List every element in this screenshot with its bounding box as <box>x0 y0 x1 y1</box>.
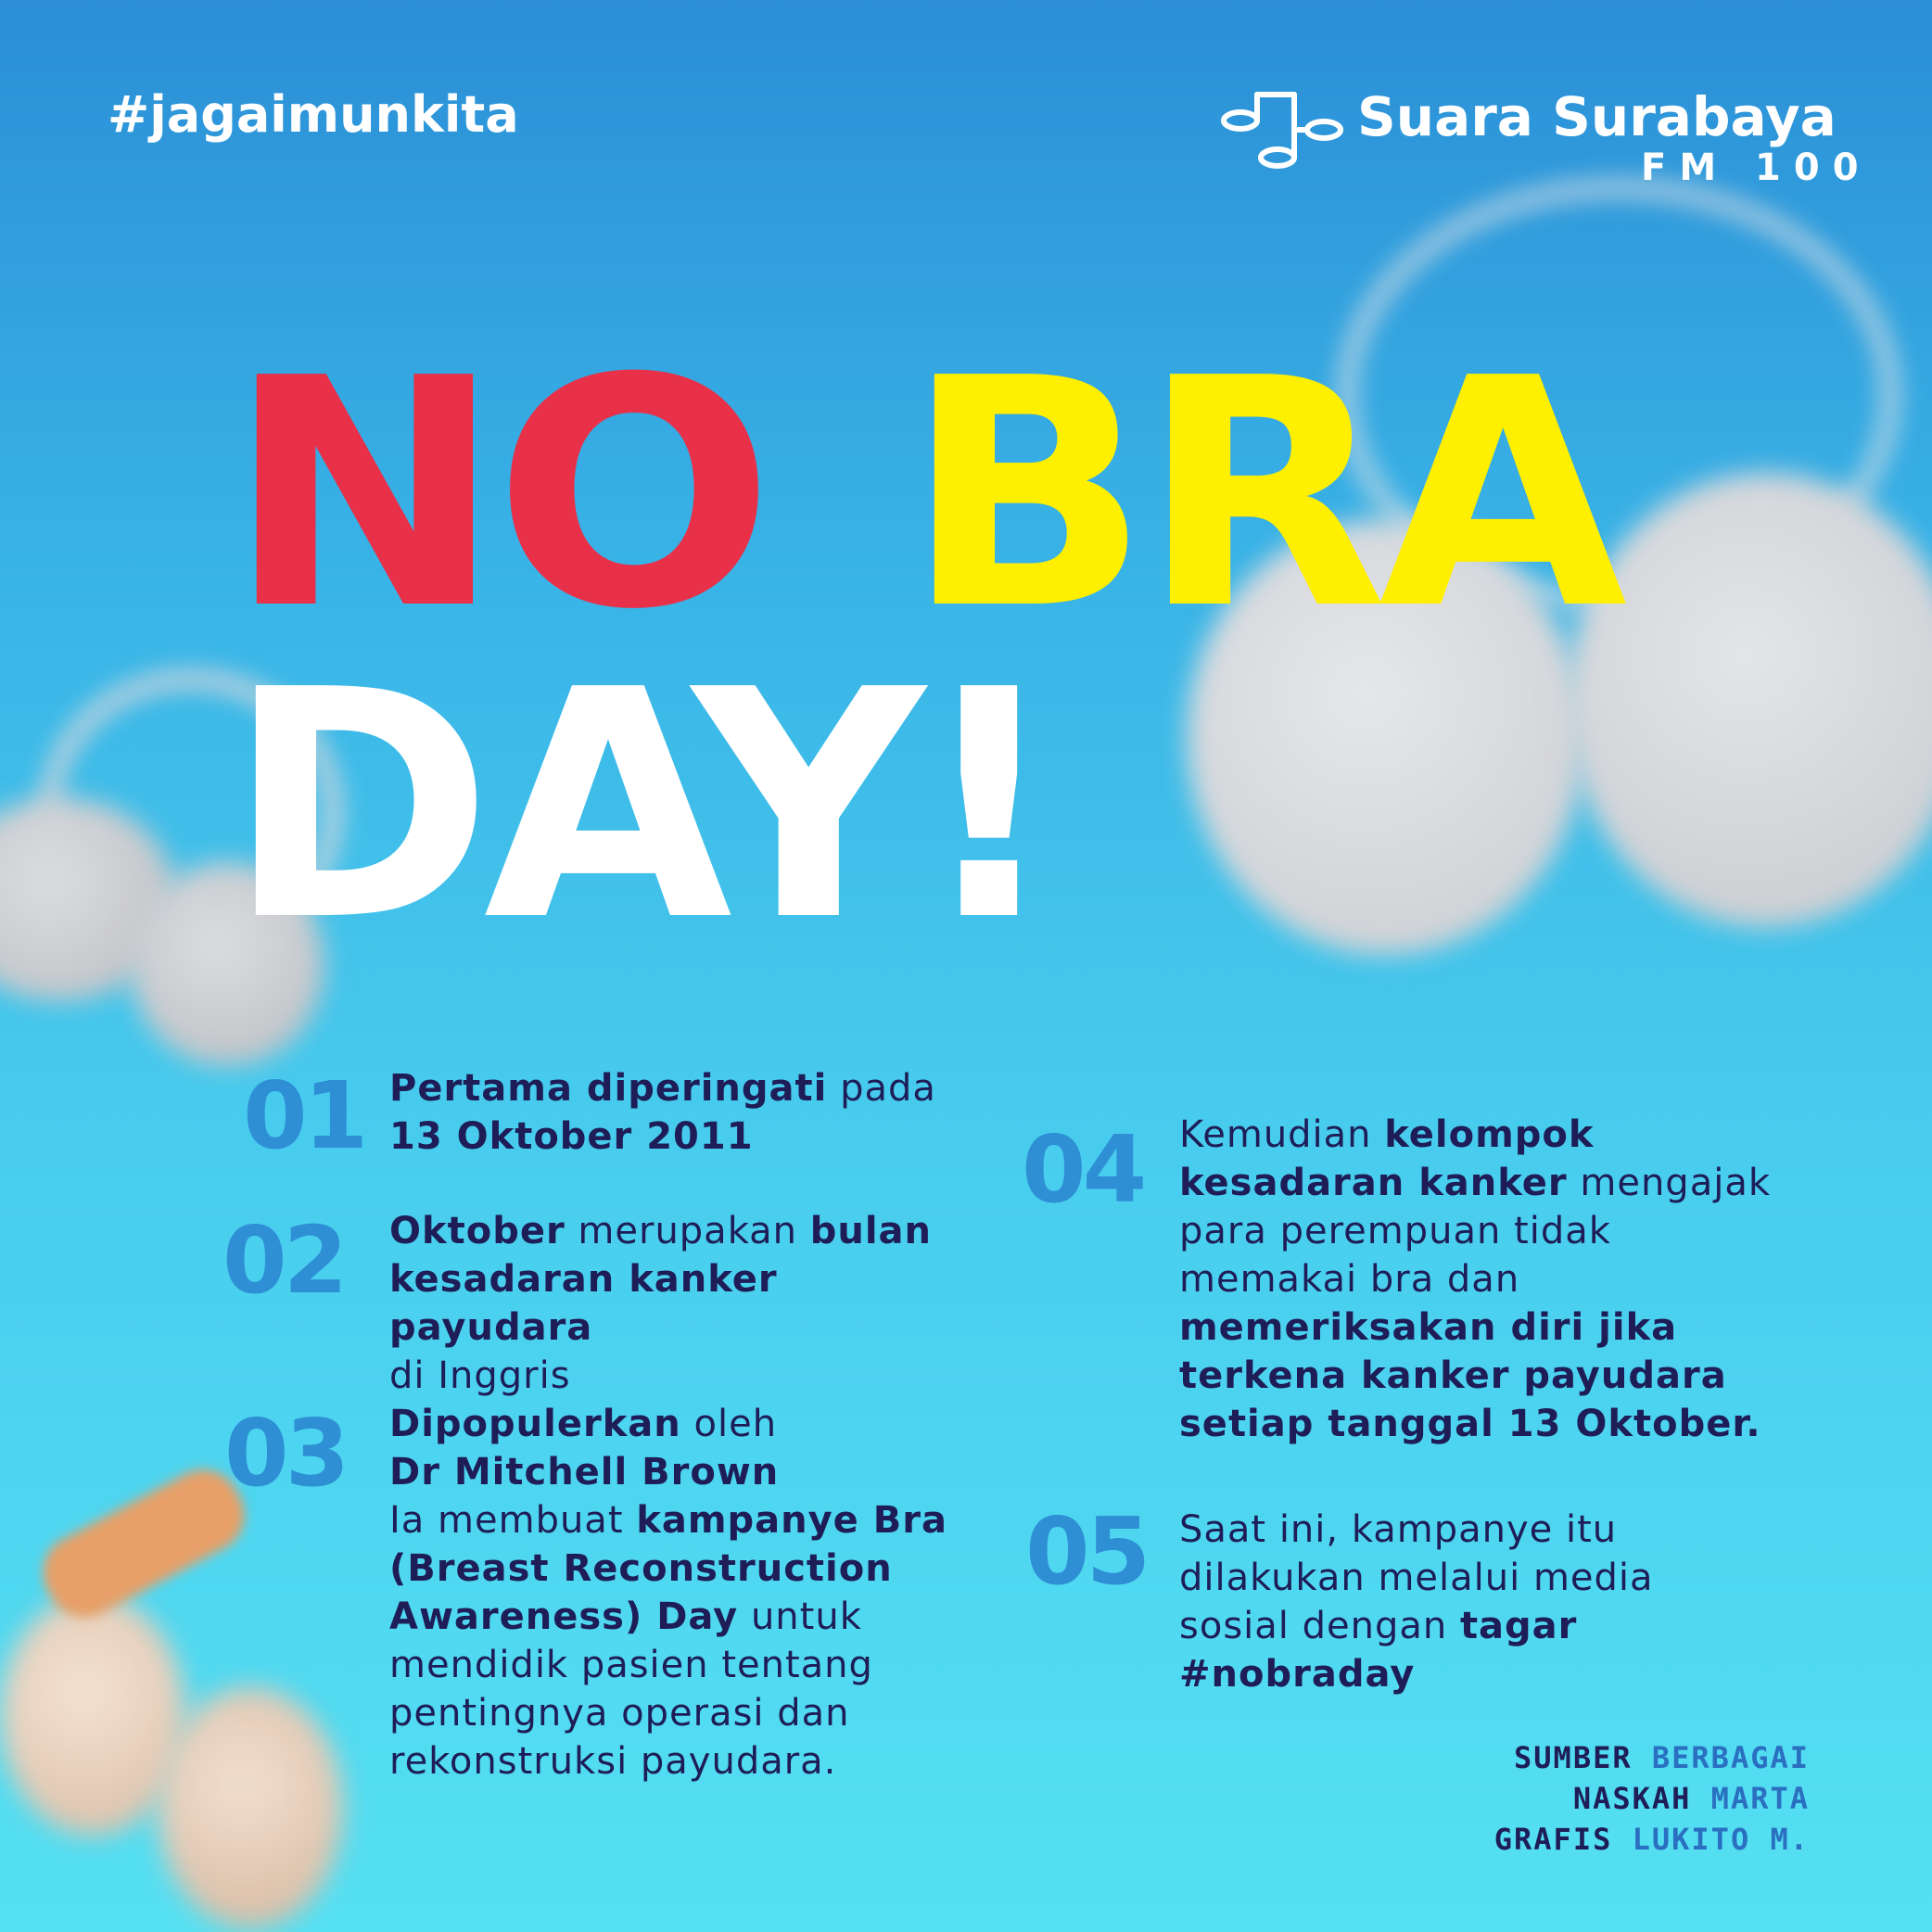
item-text: mengajak <box>1567 1162 1771 1204</box>
item-text: Ia membuat <box>389 1499 637 1542</box>
item-text-bold: kesadaran kanker payudara <box>389 1258 778 1349</box>
credit-line: GRAFIS LUKITO M. <box>1493 1822 1810 1857</box>
item-text-bold: tagar <box>1459 1605 1578 1647</box>
bg-hand <box>30 1456 257 1630</box>
credit-line: NASKAH MARTA <box>1572 1781 1810 1816</box>
item-text: di Inggris <box>389 1354 571 1397</box>
title-word-day: DAY! <box>226 623 1053 990</box>
item-text: mendidik pasien tentang <box>389 1644 873 1686</box>
item-text-bold: bulan <box>809 1210 933 1252</box>
item-text-bold: #nobraday <box>1179 1653 1416 1696</box>
hashtag: #jagaimunkita <box>108 85 519 144</box>
list-item <box>389 1207 983 1400</box>
brand-frequency: FM 100 <box>1641 146 1872 189</box>
item-text: memakai bra dan <box>1179 1258 1520 1301</box>
item-number: 05 <box>1025 1497 1148 1606</box>
item-text-bold: memeriksakan diri jika <box>1179 1306 1678 1349</box>
item-text-bold: Pertama diperingati <box>389 1067 828 1110</box>
item-number: 04 <box>1022 1115 1144 1224</box>
brand-name: Suara Surabaya <box>1357 85 1837 148</box>
item-text-bold: 13 Oktober 2011 <box>389 1115 754 1158</box>
item-text: Kemudian <box>1179 1113 1385 1156</box>
list-item <box>1179 1506 1828 1698</box>
item-text: para perempuan tidak <box>1179 1210 1611 1252</box>
item-number: 03 <box>224 1399 347 1507</box>
item-number: 01 <box>243 1061 365 1170</box>
item-text-bold: Dr Mitchell Brown <box>389 1451 780 1493</box>
item-text-bold: (Breast Reconstruction <box>389 1547 893 1590</box>
item-text: rekonstruksi payudara. <box>389 1740 837 1783</box>
item-text-bold: kelompok <box>1384 1113 1595 1156</box>
title-word-no: NO <box>226 311 766 679</box>
music-notes-logo-icon <box>1220 89 1346 174</box>
item-text: pada <box>827 1067 936 1110</box>
credit-line: SUMBER BERBAGAI <box>1514 1740 1810 1775</box>
item-text-bold: Dipopulerkan <box>389 1403 681 1445</box>
bg-bra-cup-bottom-2 <box>158 1687 343 1928</box>
item-text-bold: terkena kanker payudara <box>1179 1354 1727 1397</box>
item-text: merupakan <box>565 1210 810 1252</box>
title-word-bra: BRA <box>905 311 1619 679</box>
item-text-bold: setiap tanggal 13 Oktober. <box>1179 1403 1761 1445</box>
list-item <box>389 1400 983 1786</box>
list-item <box>389 1064 964 1161</box>
credits <box>1494 1737 1810 1860</box>
item-text-bold: Oktober <box>389 1210 566 1252</box>
item-number: 02 <box>222 1206 345 1315</box>
item-text: oleh <box>680 1403 778 1445</box>
item-text-bold: Awareness) Day <box>389 1595 739 1638</box>
item-text: pentingnya operasi dan <box>389 1692 850 1735</box>
item-text-bold: kesadaran kanker <box>1179 1162 1568 1204</box>
item-text-bold: kampanye Bra <box>636 1499 947 1542</box>
item-text: sosial dengan <box>1179 1605 1460 1647</box>
item-text: untuk <box>738 1595 862 1638</box>
list-item <box>1179 1111 1828 1448</box>
item-text: dilakukan melalui media <box>1179 1557 1654 1599</box>
item-text: Saat ini, kampanye itu <box>1179 1508 1618 1551</box>
